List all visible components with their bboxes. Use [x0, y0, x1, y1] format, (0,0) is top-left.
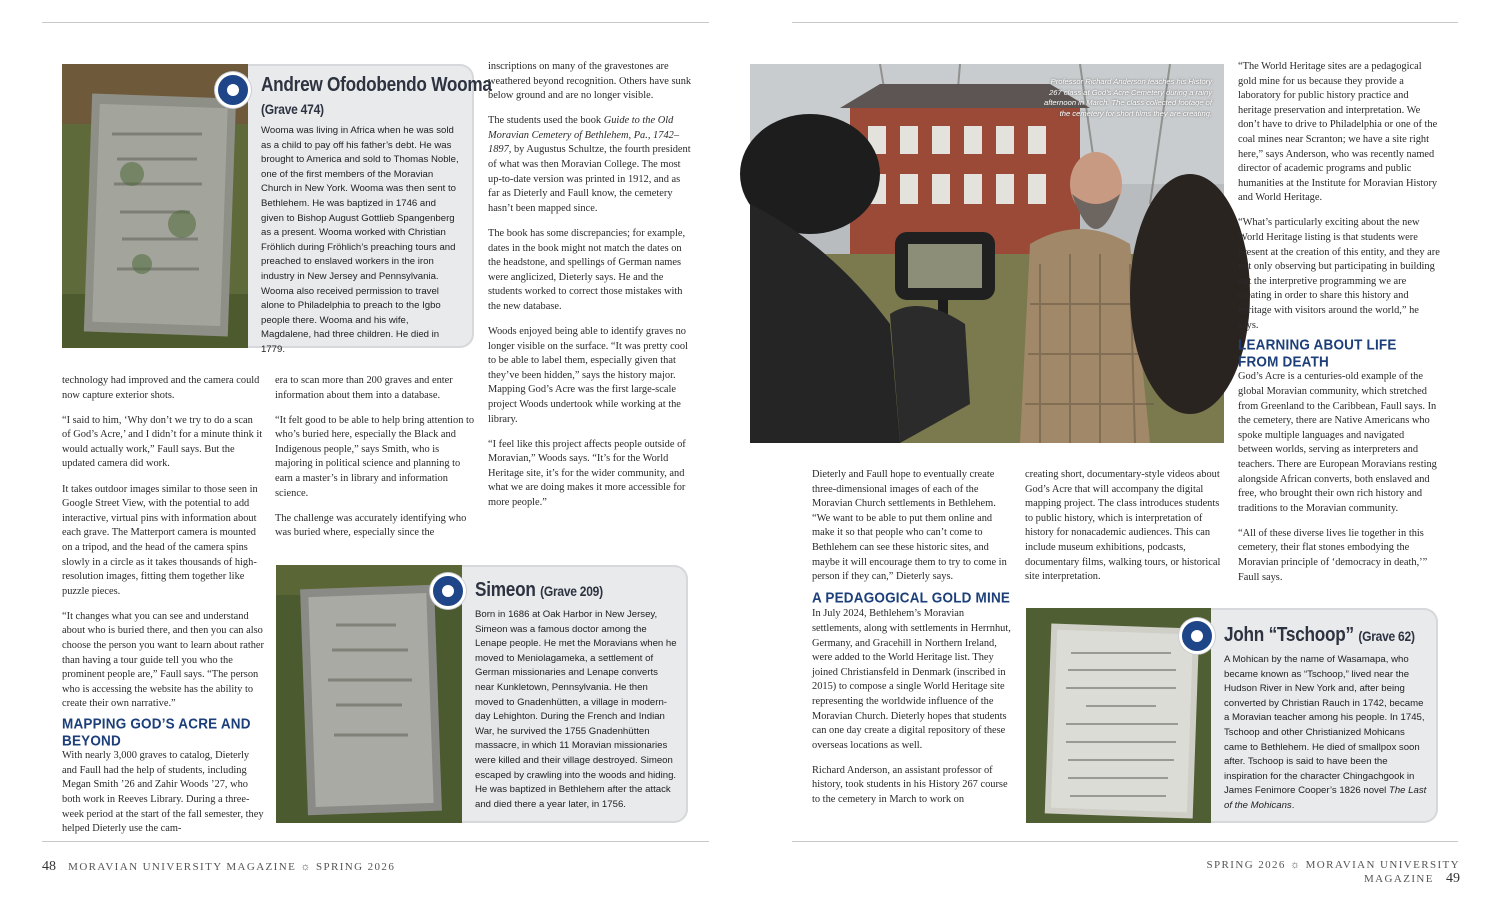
card-body: A Mohican by the name of Wasamapa, who became known as “Tschoop,” lived near the Hudson River in New York and, after being converted by Christian Rauch in 1742, became a Moravian teacher among his people. In 1745, Tschoop and other Christianized Mohicans came to Bethlehem. He died of smallpox soon after. Tschoop is said to have been the inspiration for the character Chingachgook in James Fenimore Cooper’s 1826 novel The Last of the Mohicans. [1224, 654, 1427, 811]
sidebar-card-wooma [62, 64, 492, 355]
paragraph: creating short, documentary-style videos about God’s Acre that will accompany the digital mapping project. The class introduces students to public history, which is interpretation of history for nonacademic audiences. This can include museum exhibitions, podcasts, documentary films, walking tours, or historical site interpretation. [1025, 469, 1221, 583]
paragraph: It takes outdoor images similar to those seen in Google Street View, with the potential to add interactive, virtual pins with information about each grave. The Matterport camera is mounted on a tripod, and the head of the camera spins slowly in a circle as it takes thousands of high-resolution images, fitting them together like puzzle pieces. [62, 483, 258, 597]
sidebar-card-simeon [276, 565, 688, 823]
paragraph: “What’s particularly exciting about the new World Heritage listing is that students were present at the creation of this entity, and they are not only observing but participating in building out the interpretive programming we are creating in order to share this history and heritage with visitors around the world,” he says. [1238, 217, 1440, 331]
paragraph: “I said to him, ‘Why don’t we try to do a scan of God’s Acre,’ and I didn’t for a minute think it would actually work,” Faull says. But the updated camera did work. [62, 414, 263, 470]
section-heading: A PEDAGOGICAL GOLD MINE [812, 588, 1011, 606]
badge-icon [215, 72, 251, 108]
paragraph: “All of these diverse lives lie together in this cemetery, their flat stones embodying the Moravian principle of ‘democracy in death,’” Faull says. [1238, 527, 1428, 583]
top-rule-right [792, 22, 1458, 23]
left-column-3 [488, 60, 692, 521]
left-column-1 [62, 374, 264, 847]
photo-illustration [750, 64, 1224, 443]
footer-text: SPRING 2026 ☼ MORAVIAN UNIVERSITY MAGAZINE [1206, 859, 1460, 885]
sidebar-card-tschoop [1026, 608, 1438, 823]
gravestone-photo-wooma [62, 64, 248, 348]
paragraph: The book has some discrepancies; for example, dates in the book might not match the dates on the headstone, and spellings of German names were anglicized, Dieterly says. He and the students worked to correct those mistakes with the new database. [488, 227, 686, 312]
footer-left [42, 859, 395, 875]
paragraph: The students used the book Guide to the Old Moravian Cemetery of Bethlehem, Pa., 1742–1897, by Augustus Schultze, the fourth president of what was then Moravian College. The most up-to-date version was printed in 1912, and as far as Dieterly and Faull know, the cemetery hasn’t been mapped since. [488, 115, 691, 214]
paragraph: era to scan more than 200 graves and enter information about them into a database. [275, 375, 453, 401]
card-title: John “Tschoop” (Grave 62) [1224, 624, 1415, 646]
paragraph: Woods enjoyed being able to identify graves no longer visible on the surface. “It was pretty cool to be able to label them, especially given that they’ve been hidden,” says the history major. Mapping God’s Acre was the first large-scale project Woods undertook while working at the library. [488, 326, 688, 425]
section-heading: LEARNING ABOUT LIFE FROM DEATH [1238, 336, 1397, 370]
paragraph: “I feel like this project affects people outside of Moravian,” Woods says. “It’s for the World Heritage site, it’s for the wider community, and what we are doing makes it more accessible for more people.” [488, 438, 686, 509]
right-column-3 [1238, 60, 1440, 596]
paragraph: technology had improved and the camera could now capture exterior shots. [62, 375, 260, 401]
page-number: 49 [1446, 871, 1460, 886]
gravestone-photo-simeon [276, 565, 462, 823]
main-photo [750, 64, 1224, 443]
bottom-rule-right [792, 841, 1458, 842]
paragraph: “The World Heritage sites are a pedagogical gold mine for us because they provide a laboratory for public history practice and heritage preservation and interpretation. We don’t have to drive to Philadelphia or one of the coal mines near Scranton; we have a site right here,” says Anderson, who was recently named director of academic programs and public humanities at the Institute for Moravian History and World Heritage. [1238, 61, 1438, 204]
paragraph: inscriptions on many of the gravestones are weathered beyond recognition. Others have sunk below ground and are no longer visible. [488, 61, 692, 102]
paragraph: God’s Acre is a centuries-old example of the global Moravian community, which stretched from Greenland to the Caribbean, Faull says. In the cemetery, there are Native Americans who spoke multiple languages and navigated between worlds, serving as interpreters and teachers. There are European Moravians resting alongside African converts, both enslaved and free, who brought their own rich history and traditions to the Moravian community. [1238, 371, 1437, 514]
card-body: Wooma was living in Africa when he was sold as a child to pay off his father’s debt. He was brought to America and sold to Thomas Noble, one of the first members of the Moravian Church in New York. Wooma was then sent to Bethlehem. He was baptized in 1746 and given to Bishop August Gottlieb Spangenberg as a present. Wooma worked with Christian Fröhlich during Fröhlich’s preaching tours and preached to enslaved workers in the iron industry in New Jersey and Pennsylvania. Wooma also received permission to travel alone to Philadelphia to preach to the Igbo people there. Wooma and his wife, Magdalene, had three children. He died in 1779. [261, 125, 459, 355]
paragraph: “It changes what you can see and understand about who is buried there, and then you can also choose the person you want to learn about rather than having a tour guide tell you who the prominent people are,” Faull says. “The person who is accessing the website has the ability to create their own narrative.” [62, 610, 264, 710]
section-heading: MAPPING GOD’S ACRE AND BEYOND [62, 715, 251, 749]
right-column-1 [812, 468, 1012, 818]
badge-icon [430, 573, 466, 609]
paragraph: In July 2024, Bethlehem’s Moravian settlements, along with settlements in Herrnhut, Germany, and Gracehill in Northern Ireland, were added to the World Heritage list. They joined Christiansfeld in Denmark (inscribed in 2015) to compose a single World Heritage site representing the worldwide influence of the Moravian Church. Dieterly hopes that students can one day create a digital repository of these overseas locations as well. [812, 608, 1011, 751]
left-column-2 [275, 374, 475, 551]
footer-right [1180, 859, 1460, 887]
right-column-2 [1025, 468, 1225, 595]
card-body: Born in 1686 at Oak Harbor in New Jersey, Simeon was a famous doctor among the Lenape people. He met the Moravians when he moved to Meniolagameka, a settlement of German missionaries and Lenape converts near Kunkletown, Pennsylvania. He then moved to Gnadenhütten, a village in modern-day Lehighton. During the French and Indian War, he survived the 1755 Gnadenhütten massacre, in which 11 Moravian missionaries were killed and their village destroyed. Simeon escaped by crawling into the woods and hiding. He was baptized in Bethlehem after the attack and died there a year later, in 1756. [475, 609, 677, 810]
paragraph: The challenge was accurately identifying who was buried where, especially since the [275, 512, 467, 539]
top-rule-left [42, 22, 709, 23]
badge-icon [1179, 618, 1215, 654]
paragraph: “It felt good to be able to help bring attention to who’s buried here, especially the Black and Indigenous people,” says Smith, who is majoring in political science and planning to earn a master’s in library and information science. [275, 414, 475, 499]
footer-text: MORAVIAN UNIVERSITY MAGAZINE ☼ SPRING 2026 [68, 861, 396, 873]
card-title: Simeon (Grave 209) [475, 579, 603, 601]
page-number: 48 [42, 859, 56, 874]
card-title: Andrew Ofodobendo Wooma (Grave 474) [261, 74, 492, 117]
photo-caption: Professor Richard Anderson teaches his History 267 class at God’s Acre Cemetery during a rainy afternoon in March. The class collected footage of the cemetery for short films they are creating. [1043, 77, 1212, 118]
paragraph: Dieterly and Faull hope to eventually create three-dimensional images of each of the Moravian Church settlements in Bethlehem. “We want to be able to put them online and make it so that people who can’t come to Bethlehem can see these historic sites, and maybe it will encourage them to try to come in person if they can,” Dieterly says. [812, 469, 1007, 583]
paragraph: With nearly 3,000 graves to catalog, Dieterly and Faull had the help of students, including Megan Smith ’26 and Zahir Woods ’27, who both work in Reeves Library. During a three-week period at the start of the fall semester, they helped Dieterly use the cam- [62, 750, 264, 835]
paragraph: Richard Anderson, an assistant professor of history, took students in his History 267 course to the cemetery in March to work on [812, 764, 1008, 805]
